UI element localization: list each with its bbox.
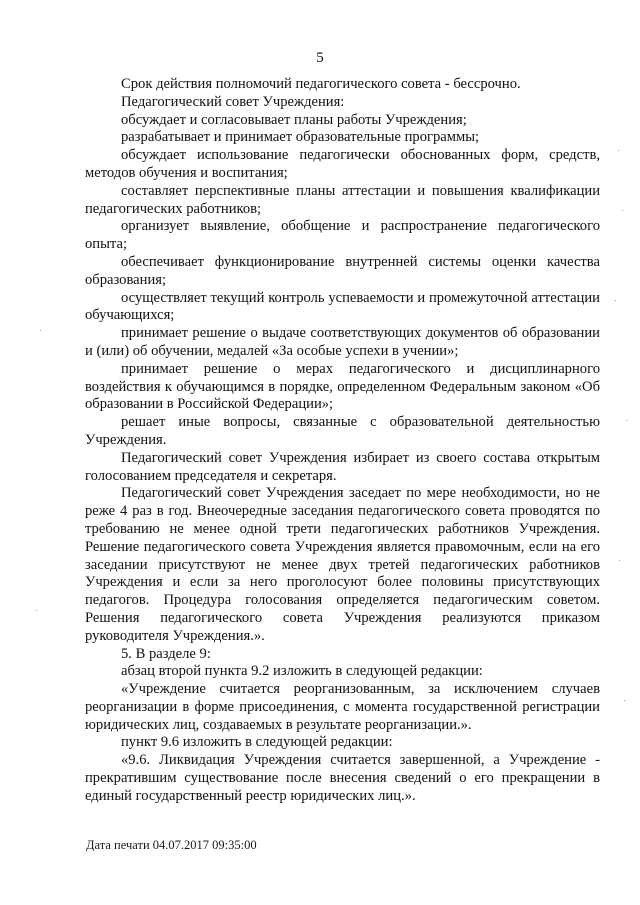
paragraph: организует выявление, обобщение и распространение педагогического опыта; (85, 218, 600, 253)
paragraph: абзац второй пункта 9.2 изложить в следующей редакции: (121, 663, 483, 680)
paragraph: обеспечивает функционирование внутренней системы оценки качества образования; (85, 253, 600, 288)
scan-speck (615, 300, 616, 301)
paragraph: 5. В разделе 9: (121, 645, 211, 662)
paragraph: обсуждает использование педагогически обоснованных форм, средств, методов обучения и воспитания; (85, 147, 600, 181)
paragraph: принимает решение о мерах педагогического и дисциплинарного воздействия к обучающимся в порядке, определенном Федеральным законом «Об образовании в Российской Федерации»; (85, 360, 600, 413)
scan-speck (40, 330, 41, 331)
document-body (85, 76, 600, 806)
paragraph: осуществляет текущий контроль успеваемости и промежуточной аттестации обучающихся; (85, 289, 600, 324)
scan-speck (622, 210, 623, 211)
paragraph: составляет перспективные планы аттестации и повышения квалификации педагогических работников; (85, 182, 600, 217)
paragraph: Педагогический совет Учреждения: (121, 93, 345, 110)
scan-speck (36, 610, 37, 611)
paragraph: обсуждает и согласовывает планы работы Учреждения; (121, 111, 467, 128)
paragraph: пункт 9.6 изложить в следующей редакции: (121, 734, 393, 751)
paragraph: «9.6. Ликвидация Учреждения считается завершенной, а Учреждение - прекратившим существование после внесения сведений о его прекращении в единый государственный реестр юридических лиц.». (85, 752, 600, 804)
print-date-footer: Дата печати 04.07.2017 09:35:00 (86, 838, 257, 852)
paragraph: «Учреждение считается реорганизованным, за исключением случаев реорганизации в форме присоединения, с момента государственной регистрации юридических лиц, создаваемых в результате реорганизации.». (85, 681, 600, 733)
page-number: 5 (316, 50, 324, 66)
paragraph: Педагогический совет Учреждения заседает по мере необходимости, но не реже 4 раз в год. Внеочередные заседания педагогического совета проводятся по требованию не менее одной трети педагогических работников Учреждения. Решение педагогического совета Учреждения является правомочным, если на его заседании присутствуют не менее двух третей педагогических работников Учреждения и если за него проголосуют более половины присутствующих педагогов. Процедура голосования определяется педагогическим советом. Решения педагогического совета Учреждения реализуются приказом руководителя Учреждения.». (85, 485, 600, 644)
scan-speck (618, 150, 619, 151)
scan-speck (626, 420, 627, 421)
scan-speck (624, 700, 625, 701)
paragraph: Педагогический совет Учреждения избирает из своего состава открытым голосованием председателя и секретаря. (85, 449, 600, 484)
paragraph: решает иные вопросы, связанные с образовательной деятельностью Учреждения. (85, 414, 600, 448)
paragraph: принимает решение о выдаче соответствующих документов об образовании и (или) об обучении, медалей «За особые успехи в учении»; (85, 325, 600, 359)
scan-speck (619, 560, 620, 561)
paragraph: Срок действия полномочий педагогического совета - бессрочно. (121, 76, 521, 92)
paragraph: разрабатывает и принимает образовательные программы; (121, 129, 480, 146)
